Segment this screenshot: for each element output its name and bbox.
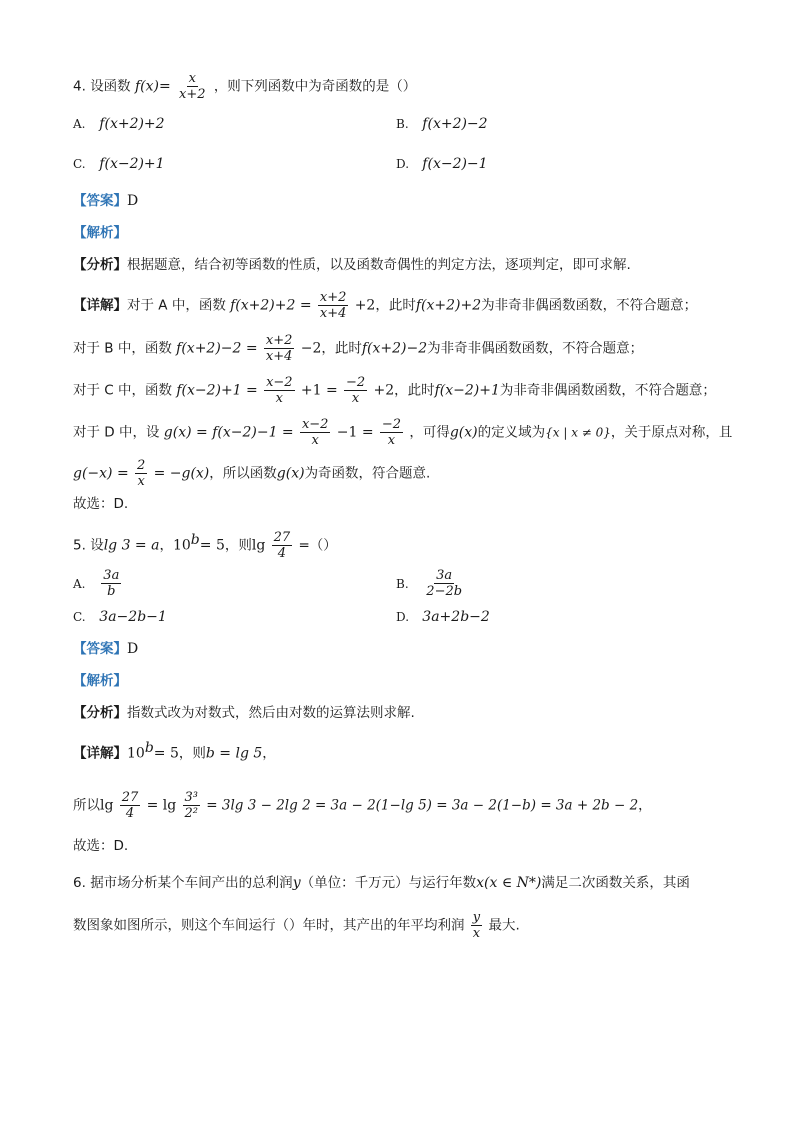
- frac-num: 27: [273, 530, 291, 545]
- math-expr: f(x+2)−2 =: [176, 340, 258, 357]
- stem-text: ，: [159, 537, 173, 554]
- math-expr: g(−x) =: [73, 465, 129, 482]
- q4-answer: [73, 191, 138, 211]
- math-expr: = 5: [199, 537, 225, 554]
- math-expr: +2: [354, 297, 376, 314]
- option-expr: 3a−2b−1: [99, 609, 167, 625]
- stem-text: =（）: [298, 537, 337, 554]
- math-expr: 10: [127, 745, 145, 762]
- fenxi-text: 指数式改为对数式，然后由对数的运算法则求解.: [127, 705, 415, 721]
- fenxi-label: 【分析】: [73, 705, 127, 721]
- math-expr: = −g(x): [153, 465, 210, 482]
- q4-option-c: [73, 154, 165, 174]
- math-expr: b = lg 5: [205, 745, 263, 762]
- math-expr: = 5: [153, 745, 179, 762]
- stem-text: 数图象如图所示，则这个车间运行（）年时，其产出的年平均利润: [73, 917, 465, 934]
- math-expr: lg 3 = a: [103, 537, 160, 554]
- math-sup: b: [144, 740, 154, 756]
- frac-den: x: [472, 926, 481, 941]
- fraction: [135, 458, 147, 489]
- q5-option-a: [73, 568, 123, 599]
- question-number: 4.: [73, 78, 86, 95]
- frac-den: x: [137, 474, 145, 489]
- option-letter: A.: [73, 576, 86, 591]
- q5-choose: [73, 836, 128, 856]
- stem-text: ，则下列函数中为奇函数的是（）: [213, 78, 417, 95]
- text: ，此时: [394, 382, 435, 399]
- frac-num: x: [188, 71, 196, 86]
- math-expr: 10: [172, 537, 191, 554]
- math-expr: f(x−2)+1: [434, 382, 500, 399]
- math-expr: +1 =: [300, 382, 338, 399]
- text: ，此时: [375, 297, 416, 314]
- frac-den: x+4: [319, 306, 347, 321]
- math-expr: f(x+2)+2 =: [230, 297, 312, 314]
- q4-detail-3: [73, 375, 716, 406]
- fraction: [300, 417, 331, 448]
- option-expr: 3a+2b−2: [422, 609, 490, 625]
- frac-den: 2²: [184, 806, 198, 821]
- option-letter: D.: [396, 610, 410, 624]
- text: 对于 A 中，函数: [127, 297, 226, 314]
- frac-num: 3a: [436, 568, 453, 583]
- frac-den: 4: [277, 546, 287, 561]
- math-expr: f(x)=: [134, 78, 171, 95]
- answer-label: 【答案】: [73, 641, 127, 657]
- fraction: [264, 375, 295, 406]
- q4-option-b: [396, 114, 488, 134]
- option-expr: f(x−2)+1: [99, 156, 165, 172]
- analysis-label: 【解析】: [73, 673, 127, 689]
- frac-num: −2: [346, 375, 366, 390]
- frac-den: x: [311, 433, 319, 448]
- text: ，可得: [409, 424, 450, 441]
- q4-choose: [73, 494, 128, 514]
- q6-stem-2: [73, 910, 520, 941]
- q5-option-d: [396, 607, 490, 627]
- option-expr: f(x+2)−2: [422, 116, 488, 132]
- frac-num: x+2: [319, 290, 347, 305]
- q5-option-b: [396, 568, 466, 599]
- text: ，: [638, 797, 652, 814]
- q5-detail-2: [73, 790, 652, 821]
- q4-option-a: [73, 114, 165, 134]
- q4-stem: [73, 71, 416, 102]
- math-expr: f(x+2)+2: [415, 297, 482, 314]
- q5-analysis: [73, 671, 127, 691]
- text: 对于 B 中，函数: [73, 340, 172, 357]
- option-expr: f(x+2)+2: [99, 116, 165, 132]
- text: ，所以函数: [209, 465, 277, 482]
- math-expr: f(x−2)+1 =: [176, 382, 258, 399]
- option-letter: D.: [396, 157, 410, 171]
- frac-den: 4: [125, 806, 135, 821]
- fraction: [183, 790, 200, 821]
- math-sup: b: [190, 532, 200, 548]
- option-letter: C.: [73, 157, 86, 171]
- math-expr: g(x): [449, 424, 478, 441]
- math-expr: {x | x ≠ 0}: [545, 425, 611, 440]
- frac-den: x+4: [265, 349, 293, 364]
- frac-den: x: [387, 433, 396, 448]
- option-letter: B.: [396, 576, 409, 591]
- math-expr: lg: [251, 537, 266, 554]
- choose-text: 故选：D.: [73, 838, 129, 854]
- fraction: [177, 71, 208, 102]
- q4-detail-2: [73, 333, 643, 364]
- text: 所以: [73, 797, 100, 814]
- frac-num: 2: [137, 458, 146, 473]
- frac-den: x: [351, 391, 360, 406]
- q4-option-d: [396, 154, 488, 174]
- math-expr: x: [476, 875, 485, 891]
- answer-value: D: [127, 193, 139, 209]
- q5-stem: [73, 530, 337, 561]
- text: 为非奇非偶函数函数，不符合题意；: [499, 382, 716, 399]
- math-expr: −2: [300, 340, 322, 357]
- stem-text: （单位：千万元）与运行年数: [300, 875, 477, 891]
- option-expr: f(x−2)−1: [422, 156, 488, 172]
- detail-label: 【详解】: [73, 297, 127, 314]
- q4-detail-5: [73, 458, 430, 489]
- frac-num: x+2: [265, 333, 293, 348]
- option-letter: A.: [73, 117, 86, 131]
- fraction: [424, 568, 464, 599]
- fraction: [120, 790, 141, 821]
- q4-detail-4: [73, 417, 732, 448]
- fraction: [471, 910, 482, 941]
- math-expr: −1 =: [336, 424, 374, 441]
- math-expr: +2: [373, 382, 395, 399]
- stem-text: 设: [90, 537, 104, 554]
- math-expr: g(x): [276, 465, 305, 482]
- answer-value: D: [127, 641, 139, 657]
- frac-num: 3³: [184, 790, 198, 805]
- fraction: [272, 530, 293, 561]
- q5-option-c: [73, 607, 167, 627]
- frac-num: 27: [121, 790, 139, 805]
- frac-num: x−2: [301, 417, 329, 432]
- fraction: [380, 417, 403, 448]
- frac-num: x−2: [266, 375, 293, 390]
- question-number: 6.: [73, 875, 86, 891]
- text: ，: [262, 745, 276, 762]
- math-expr: = lg: [146, 797, 177, 814]
- detail-label: 【详解】: [73, 745, 127, 762]
- math-expr: lg: [100, 797, 114, 814]
- frac-den: b: [107, 584, 116, 599]
- analysis-label: 【解析】: [73, 225, 127, 241]
- q6-stem-1: [73, 873, 690, 893]
- math-expr: g(x) = f(x−2)−1 =: [163, 424, 294, 441]
- text: ，则: [178, 745, 206, 762]
- frac-den: x: [275, 391, 283, 406]
- fraction: [264, 333, 295, 364]
- q5-answer: [73, 639, 138, 659]
- q5-fenxi: [73, 703, 415, 723]
- math-expr: (x ∈ N*): [484, 875, 542, 891]
- frac-num: 3a: [103, 568, 120, 583]
- math-expr: = 3lg 3 − 2lg 2 = 3a − 2(1−lg 5) = 3a − 2(1−b) = 3a + 2b − 2: [206, 797, 639, 814]
- stem-text: ，则: [224, 537, 252, 554]
- text: ，此时: [321, 340, 362, 357]
- text: 对于 D 中，设: [73, 424, 160, 441]
- frac-num: −2: [381, 417, 402, 432]
- fraction: [101, 568, 121, 599]
- option-letter: C.: [73, 610, 86, 624]
- fraction: [318, 290, 349, 321]
- math-expr: y: [292, 875, 301, 891]
- frac-den: x+2: [179, 87, 206, 102]
- question-number: 5.: [73, 537, 86, 554]
- stem-text: 满足二次函数关系，其函: [541, 875, 690, 891]
- option-letter: B.: [396, 117, 409, 131]
- text: 为非奇非偶函数函数，不符合题意；: [427, 340, 644, 357]
- q5-detail-1: [73, 738, 276, 764]
- text: 为奇函数，符合题意.: [304, 465, 431, 482]
- text: 的定义域为: [477, 424, 546, 441]
- frac-num: y: [472, 910, 481, 925]
- text: ，关于原点对称，且: [610, 424, 733, 441]
- choose-text: 故选：D.: [73, 496, 129, 512]
- fenxi-label: 【分析】: [73, 257, 127, 273]
- fenxi-text: 根据题意，结合初等函数的性质，以及函数奇偶性的判定方法，逐项判定，即可求解.: [127, 257, 631, 273]
- stem-text: 据市场分析某个车间产出的总利润: [90, 875, 293, 891]
- stem-text: 最大.: [488, 917, 520, 934]
- q4-detail-1: [73, 290, 697, 321]
- frac-den: 2−2b: [426, 584, 463, 599]
- stem-text: 设函数: [90, 78, 131, 95]
- answer-label: 【答案】: [73, 193, 127, 209]
- q4-fenxi: [73, 255, 631, 275]
- fraction: [344, 375, 367, 406]
- math-expr: f(x+2)−2: [361, 340, 428, 357]
- text: 对于 C 中，函数: [73, 382, 173, 399]
- q4-analysis: [73, 223, 127, 243]
- text: 为非奇非偶函数函数，不符合题意；: [481, 297, 698, 314]
